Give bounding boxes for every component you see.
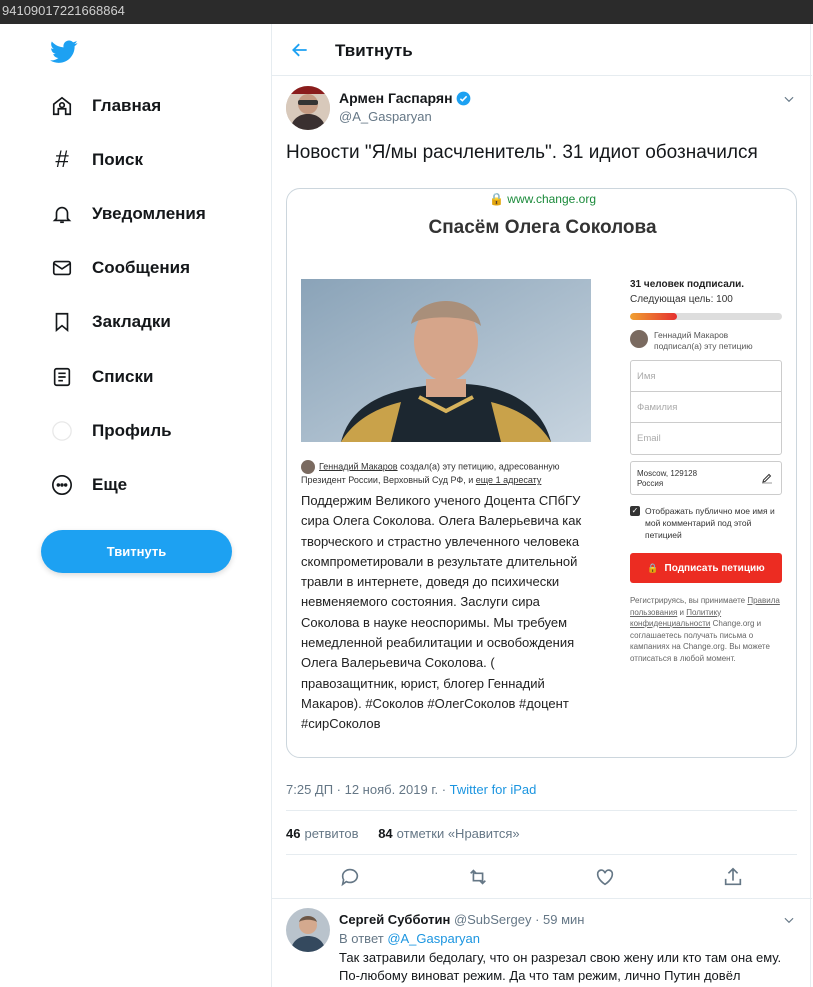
edit-pencil-icon[interactable] [761, 472, 773, 484]
tweet-meta [286, 782, 536, 797]
checkbox-checked-icon[interactable]: ✓ [631, 506, 639, 515]
divider [286, 854, 797, 855]
page-header [272, 24, 812, 76]
signup-form [630, 360, 782, 455]
reply-context [339, 931, 480, 946]
window-title: 94109017221668864 [2, 3, 125, 18]
legal-text-3: Change.org и соглашаетесь получать письма о кампаниях на Change.org. Вы можете отписаться в любой момент. [630, 619, 770, 663]
sidebar-item-notifications[interactable] [50, 199, 206, 229]
email-field[interactable]: Email [637, 433, 661, 444]
signature-count: 31 человек подписали. [630, 279, 745, 290]
creator-more-link[interactable]: еще 1 адресату [475, 475, 542, 485]
author-name: Армен Гаспарян [339, 90, 453, 106]
tweet-source-link[interactable]: Twitter for iPad [449, 782, 537, 797]
page-title: Твитнуть [335, 41, 413, 60]
reply-text: Так затравили бедолагу, что он разрезал свою жену или кто там она ему. По-любому виноват режим. Да что там режим, лично Путин довёл [339, 950, 782, 983]
petition-photo [301, 279, 591, 442]
verified-badge-icon [456, 91, 471, 106]
signature-goal: Следующая цель: 100 [630, 294, 733, 305]
petition-creator-line [301, 460, 591, 487]
in-reply-to-label: В ответ [339, 931, 388, 946]
terms-link[interactable]: Правила пользования [630, 596, 780, 617]
recent-signer [630, 330, 785, 352]
petition-sign-panel [630, 279, 785, 664]
likes-label: отметки «Нравится» [396, 826, 520, 841]
in-reply-to-handle[interactable]: @A_Gasparyan [387, 931, 481, 946]
hashtag-icon: # [55, 146, 69, 173]
sidebar-item-lists[interactable] [50, 362, 153, 392]
sidebar-item-label: Главная [92, 96, 162, 115]
tweet-text: Новости "Я/мы расчленитель". 31 идиот обозначился [286, 142, 758, 163]
list-icon [50, 365, 74, 389]
author-handle[interactable]: @A_Gasparyan [339, 109, 432, 124]
sidebar-item-more[interactable] [50, 470, 127, 500]
sidebar-item-search[interactable] [50, 145, 143, 175]
petition-url: www.change.org [507, 192, 596, 206]
share-icon[interactable] [722, 866, 744, 888]
progress-bar [630, 313, 782, 320]
sign-petition-button[interactable] [630, 553, 782, 583]
retweet-icon[interactable] [467, 866, 489, 888]
bell-icon [50, 202, 74, 226]
sidebar-item-profile[interactable] [50, 416, 172, 446]
location-field[interactable] [630, 461, 782, 495]
retweets-label: ретвитов [304, 826, 359, 841]
tweet-stats [286, 826, 520, 841]
meta-separator: · [438, 782, 450, 797]
creator-text: создал(а) эту петицию, адресованную Президент России, Верховный Суд РФ, и [301, 461, 560, 485]
privacy-link[interactable]: Политику конфиденциальности [630, 607, 722, 628]
sidebar-item-messages[interactable] [50, 253, 190, 283]
like-heart-icon[interactable] [594, 866, 616, 888]
more-icon [50, 473, 74, 497]
signer-name: Геннадий Макаров [654, 330, 729, 340]
main-column [271, 24, 811, 987]
reply-author-name: Сергей Субботин [339, 912, 451, 927]
sidebar-item-home[interactable] [50, 91, 161, 121]
chevron-down-icon[interactable] [782, 92, 796, 106]
reply-author-avatar[interactable] [286, 908, 330, 952]
profile-icon [50, 419, 74, 443]
envelope-icon [50, 256, 74, 280]
twitter-logo-icon[interactable] [50, 40, 78, 64]
back-arrow-icon[interactable] [290, 40, 310, 60]
checkbox-label: Отображать публично мое имя и мой комментарий под этой петицией [645, 506, 775, 540]
window-title-bar [0, 0, 813, 24]
sidebar-item-label: Списки [92, 367, 154, 386]
first-name-field[interactable]: Имя [631, 361, 781, 392]
link-card[interactable] [286, 188, 797, 758]
petition-body: Поддержим Великого ученого Доцента СПбГУ сира Олега Соколова. Олега Валерьевича как творческого и страстно увлеченного человека скомпрометировали в результате длительной травли в интернете, доведя до психически невменяемого состояния. Заслуги сира Соколова в науке неоспоримы. Мы требуем немедленной реабилитации и освобождения Олега Валерьевича Соколова. ( правозащитник, юрист, блогер Геннадий Макаров). #Соколов #ОлегСоколов #доцент #сирСоколов [301, 493, 582, 732]
legal-text-2: и [677, 607, 687, 617]
chevron-down-icon[interactable] [782, 913, 796, 927]
home-icon [50, 94, 74, 118]
divider [272, 898, 812, 906]
retweets-stat[interactable] [286, 826, 359, 841]
bookmark-icon [50, 310, 74, 334]
legal-text [630, 595, 785, 664]
display-publicly-checkbox-row[interactable] [630, 505, 785, 541]
reply-author-row[interactable] [339, 912, 584, 927]
location-line2: Россия [637, 479, 664, 488]
petition-url-row [287, 192, 797, 206]
creator-name-link[interactable]: Геннадий Макаров [319, 461, 398, 472]
reply-icon[interactable] [339, 866, 361, 888]
sidebar-item-label: Профиль [92, 421, 172, 440]
creator-avatar [301, 460, 315, 474]
lock-icon: 🔒 [647, 562, 659, 573]
sidebar-item-bookmarks[interactable] [50, 307, 171, 337]
progress-bar-fill [630, 313, 677, 320]
like-count: 84 [378, 826, 393, 841]
lock-icon: 🔒 [488, 192, 504, 206]
tweet-actions [272, 866, 812, 890]
tweet-button[interactable]: Твитнуть [41, 530, 232, 573]
sidebar-item-label: Уведомления [92, 204, 206, 223]
location-line1: Moscow, 129128 [637, 469, 698, 478]
sign-button-label: Подписать петицию [664, 562, 765, 574]
signer-avatar [630, 330, 648, 348]
tweet-time[interactable]: 7:25 ДП · 12 нояб. 2019 г. [286, 782, 439, 797]
author-avatar[interactable] [286, 86, 330, 130]
reply-handle-time: @SubSergey · 59 мин [453, 912, 585, 927]
sidebar-item-label: Еще [92, 475, 128, 494]
sidebar-item-label: Сообщения [92, 258, 190, 277]
sidebar [0, 24, 272, 987]
divider [286, 810, 797, 811]
retweet-count: 46 [286, 826, 301, 841]
legal-text-1: Регистрируясь, вы принимаете [630, 596, 748, 605]
author-name-row[interactable] [339, 90, 471, 106]
petition-title: Спасём Олега Соколова [428, 217, 657, 238]
last-name-field[interactable]: Фамилия [631, 392, 781, 423]
sidebar-item-label: Закладки [92, 312, 171, 331]
likes-stat[interactable] [378, 826, 519, 841]
sidebar-item-label: Поиск [92, 150, 144, 169]
signer-text: подписал(а) эту петицию [654, 341, 753, 351]
